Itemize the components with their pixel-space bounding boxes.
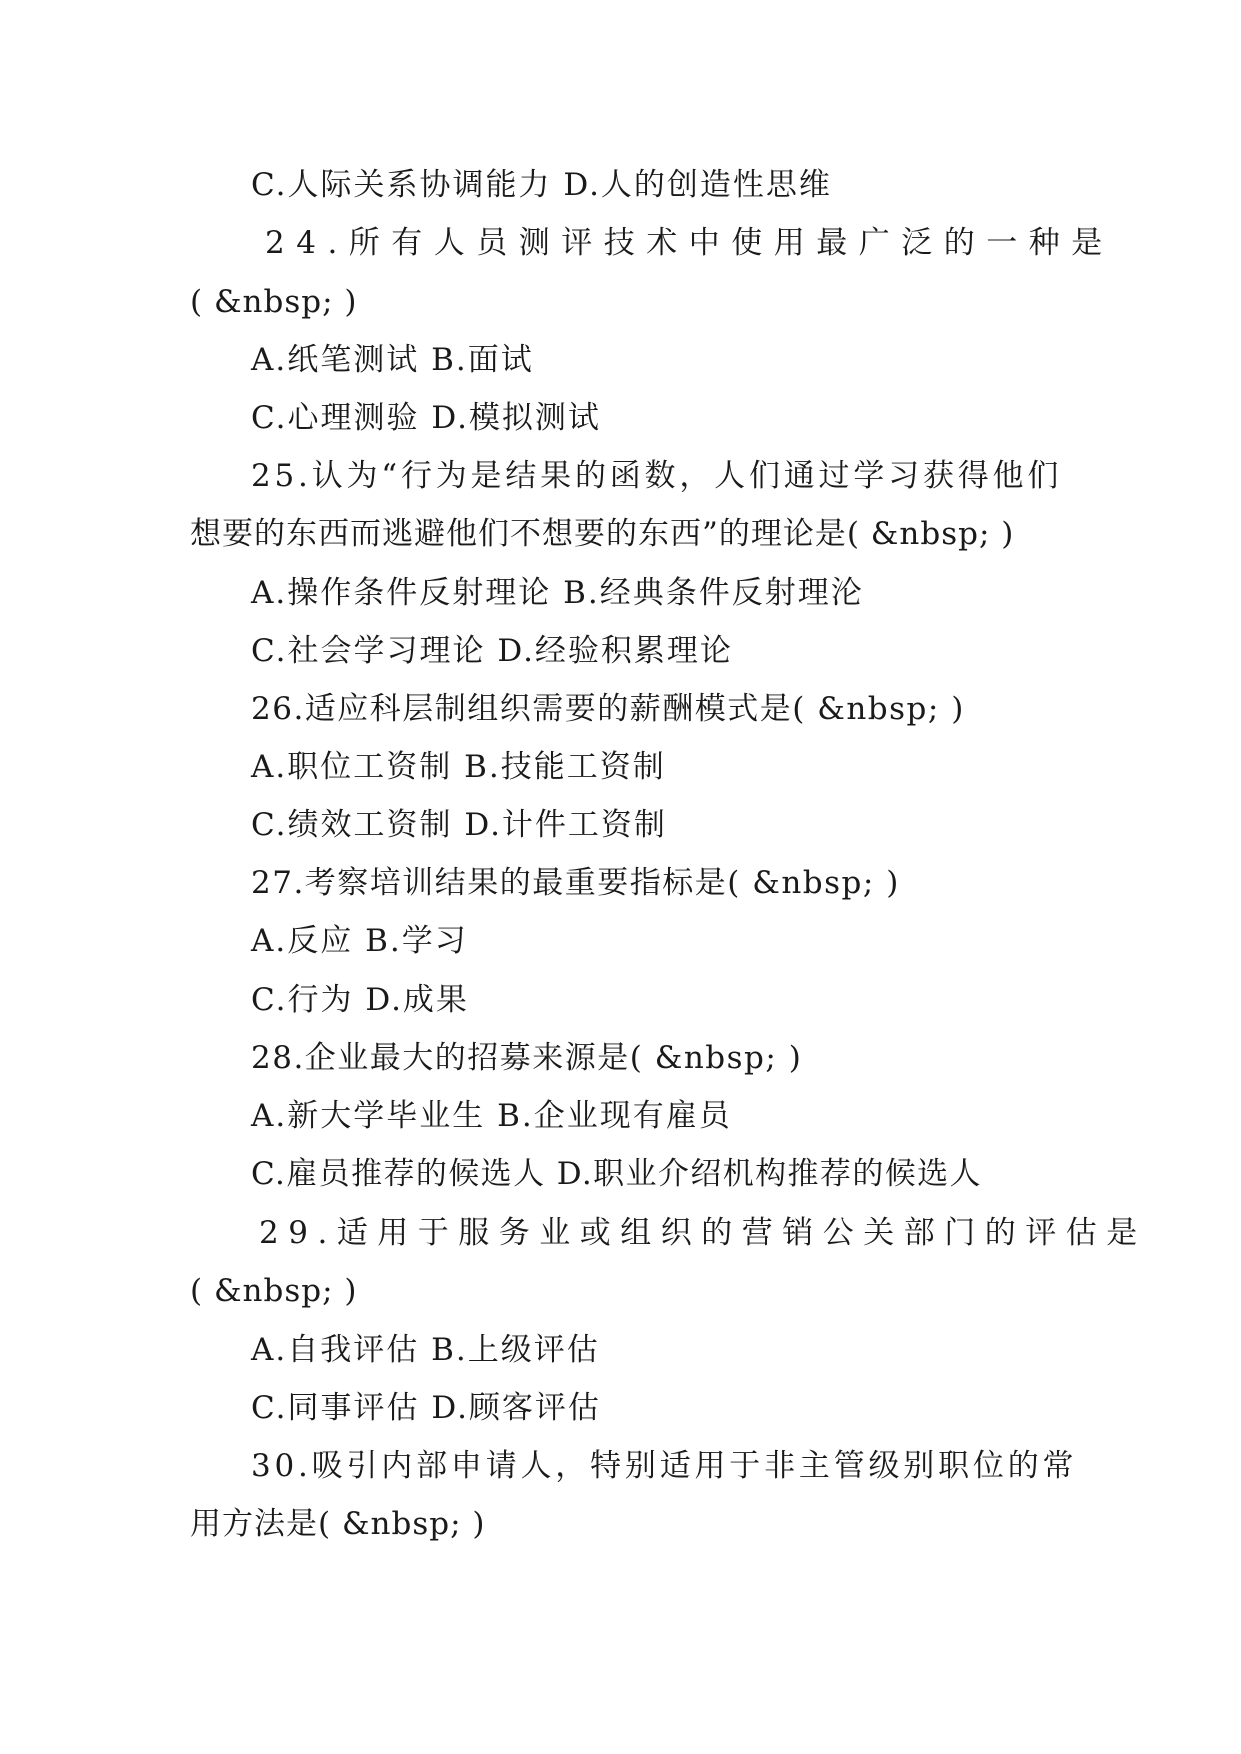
question-30-stem-cont: 用方法是( &nbsp; ) — [190, 1506, 486, 1542]
option-line-25cd: C.社会学习理论 D.经验积累理论 — [251, 633, 733, 669]
question-30-stem: 30.吸引内部申请人，特别适用于非主管级别职位的常 — [251, 1448, 1078, 1484]
option-line-24cd: C.心理测验 D.模拟测试 — [251, 400, 601, 436]
option-line-26ab: A.职位工资制 B.技能工资制 — [251, 749, 666, 785]
option-line-29cd: C.同事评估 D.顾客评估 — [251, 1390, 601, 1426]
option-line-25ab: A.操作条件反射理论 B.经典条件反射理沦 — [251, 575, 864, 611]
option-line-24ab: A.纸笔测试 B.面试 — [251, 342, 534, 378]
option-line-28cd: C.雇员推荐的候选人 D.职业介绍机构推荐的候选人 — [251, 1156, 982, 1192]
question-25-stem: 25.认为“行为是结果的函数，人们通过学习获得他们 — [251, 458, 1063, 494]
question-24-blank: ( &nbsp; ) — [190, 284, 358, 320]
option-line-27ab: A.反应 B.学习 — [251, 923, 468, 959]
option-line-26cd: C.绩效工资制 D.计件工资制 — [251, 807, 667, 843]
question-24-stem: 24.所有人员测评技术中使用最广泛的一种是 — [265, 225, 1114, 261]
option-line-29ab: A.自我评估 B.上级评估 — [251, 1332, 600, 1368]
question-25-stem-cont: 想要的东西而逃避他们不想要的东西”的理论是( &nbsp; ) — [190, 516, 1015, 552]
question-29-blank: ( &nbsp; ) — [190, 1273, 358, 1309]
option-line-23cd: C.人际关系协调能力 D.人的创造性思维 — [251, 167, 832, 203]
option-line-27cd: C.行为 D.成果 — [251, 982, 469, 1018]
question-26-stem: 26.适应科层制组织需要的薪酬模式是( &nbsp; ) — [251, 691, 965, 727]
question-29-stem: 29.适用于服务业或组织的营销公关部门的评估是 — [259, 1215, 1147, 1251]
question-27-stem: 27.考察培训结果的最重要指标是( &nbsp; ) — [251, 865, 900, 901]
option-line-28ab: A.新大学毕业生 B.企业现有雇员 — [251, 1098, 732, 1134]
question-28-stem: 28.企业最大的招募来源是( &nbsp; ) — [251, 1040, 803, 1076]
